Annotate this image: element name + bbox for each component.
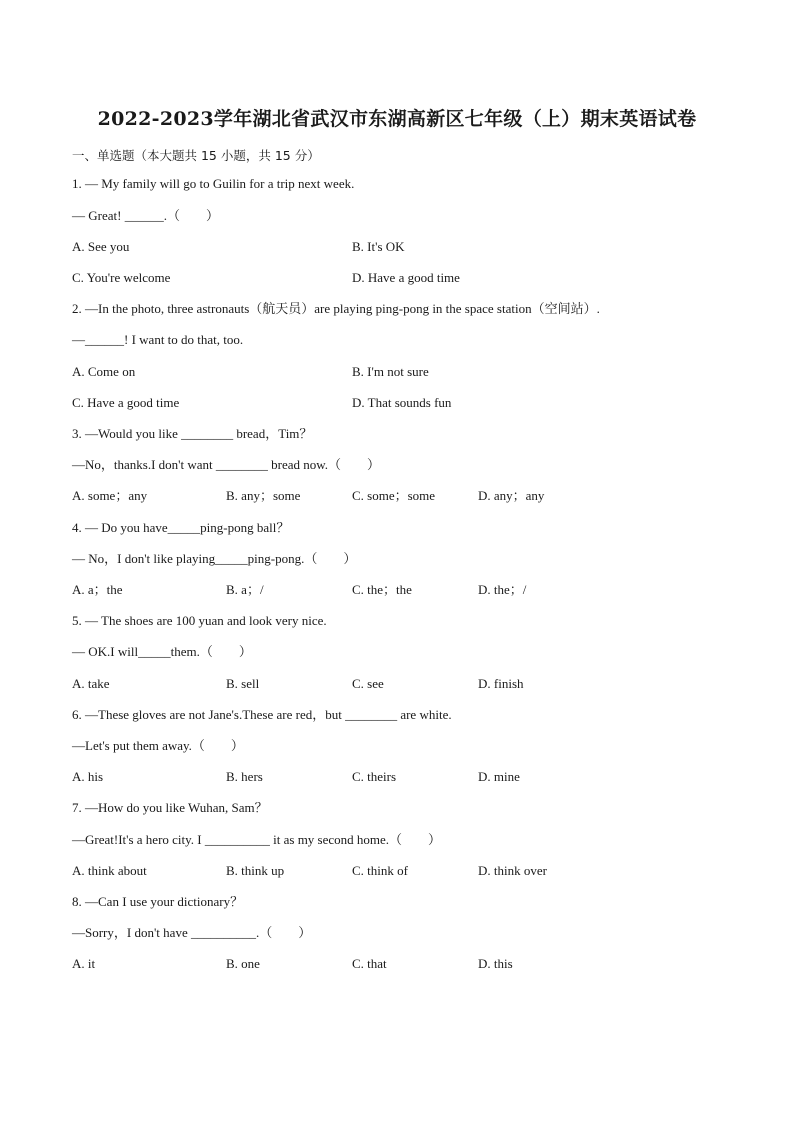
- question-1-option-c: C. You're welcome: [72, 270, 171, 285]
- question-4-option-b: B. a；/: [226, 582, 264, 597]
- question-1-line-2: — Great! ______.（ ）: [72, 208, 219, 223]
- question-3-option-c: C. some；some: [352, 488, 436, 503]
- question-8-line-1: 8. —Can I use your dictionary？: [72, 894, 244, 909]
- question-1-option-d: D. Have a good time: [352, 270, 460, 285]
- question-3-line-2: —No，thanks.I don't want ________ bread now.（ ）: [72, 457, 381, 472]
- question-3-line-1: 3. —Would you like ________ bread，Tim？: [72, 426, 313, 441]
- question-5-option-b: B. sell: [226, 676, 260, 691]
- question-8-option-a: A. it: [72, 956, 96, 971]
- question-8-option-c: C. that: [352, 956, 387, 971]
- question-8-option-b: B. one: [226, 956, 260, 971]
- question-5-line-2: — OK.I will_____them.（ ）: [72, 644, 252, 659]
- question-2-line-2: —______! I want to do that, too.: [72, 332, 244, 347]
- question-2-option-c: C. Have a good time: [72, 395, 180, 410]
- question-5-option-c: C. see: [352, 676, 384, 691]
- question-1-line-1: 1. — My family will go to Guilin for a trip next week.: [72, 176, 355, 191]
- question-2-option-d: D. That sounds fun: [352, 395, 452, 410]
- question-7-option-c: C. think of: [352, 863, 408, 878]
- question-4-option-d: D. the；/: [478, 582, 527, 597]
- question-5-option-a: A. take: [72, 676, 110, 691]
- question-8-option-d: D. this: [478, 956, 513, 971]
- question-6-option-c: C. theirs: [352, 769, 397, 784]
- question-4-option-a: A. a；the: [72, 582, 123, 597]
- question-8-line-2: —Sorry，I don't have __________.（ ）: [72, 925, 312, 940]
- question-6-option-a: A. his: [72, 769, 104, 784]
- question-7-option-d: D. think over: [478, 863, 547, 878]
- question-1-option-b: B. It's OK: [352, 239, 405, 254]
- question-7-option-a: A. think about: [72, 863, 147, 878]
- question-7-option-b: B. think up: [226, 863, 285, 878]
- question-4-line-1: 4. — Do you have_____ping-pong ball？: [72, 520, 290, 535]
- question-7-line-1: 7. —How do you like Wuhan, Sam？: [72, 800, 268, 815]
- question-7-line-2: —Great!It's a hero city. I __________ it as my second home.（ ）: [72, 832, 442, 847]
- question-4-line-2: — No，I don't like playing_____ping-pong.（ ）: [72, 551, 357, 566]
- question-5-line-1: 5. — The shoes are 100 yuan and look very nice.: [72, 613, 327, 628]
- question-3-option-b: B. any；some: [226, 488, 301, 503]
- question-6-option-d: D. mine: [478, 769, 520, 784]
- question-1-option-a: A. See you: [72, 239, 130, 254]
- question-5-option-d: D. finish: [478, 676, 524, 691]
- question-4-option-c: C. the；the: [352, 582, 412, 597]
- question-2-line-1: 2. —In the photo, three astronauts（航天员）are playing ping-pong in the space station（空间站）.: [72, 301, 600, 316]
- section-heading: 一、单选题（本大题共 15 小题，共 15 分）: [72, 148, 320, 163]
- question-3-option-a: A. some；any: [72, 488, 148, 503]
- exam-title: 2022-2023学年湖北省武汉市东湖高新区七年级（上）期末英语试卷: [97, 108, 697, 130]
- question-3-option-d: D. any；any: [478, 488, 545, 503]
- question-6-line-2: —Let's put them away.（ ）: [72, 738, 244, 753]
- question-2-option-b: B. I'm not sure: [352, 364, 429, 379]
- question-2-option-a: A. Come on: [72, 364, 136, 379]
- question-6-line-1: 6. —These gloves are not Jane's.These are red，but ________ are white.: [72, 707, 452, 722]
- question-6-option-b: B. hers: [226, 769, 263, 784]
